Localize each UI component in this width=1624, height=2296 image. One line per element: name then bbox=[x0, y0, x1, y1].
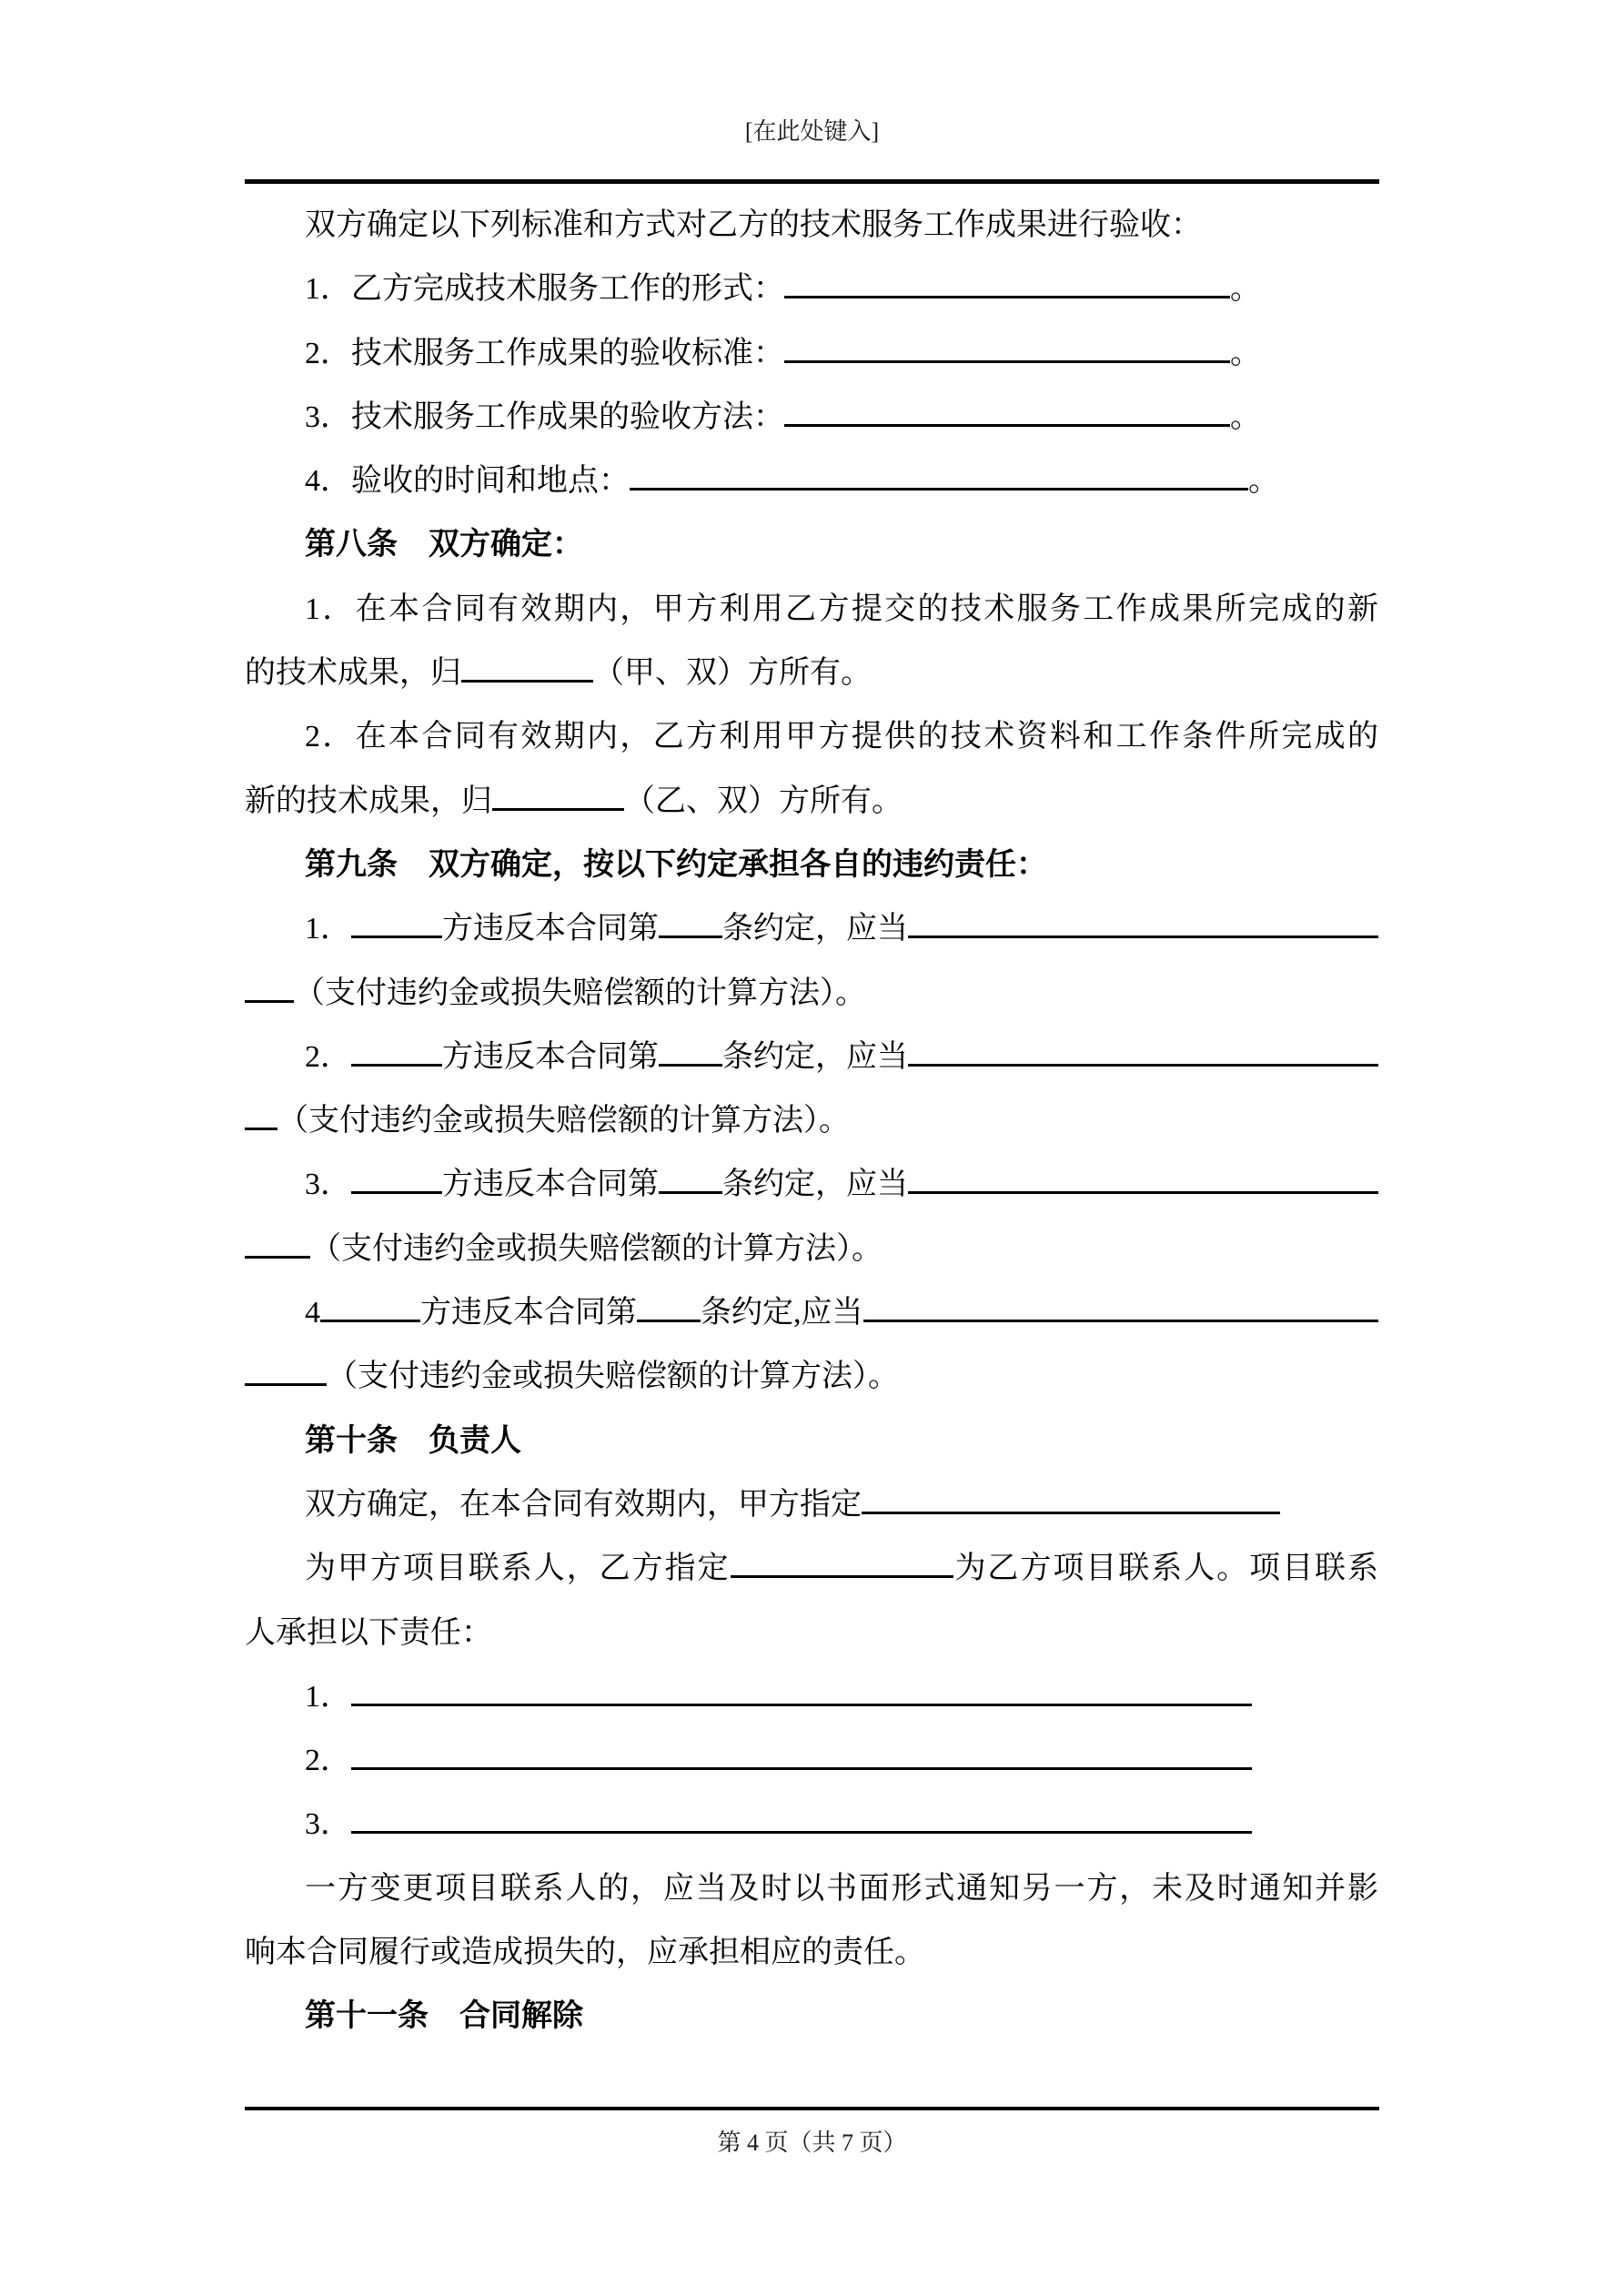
text-segment: 方违反本合同第 bbox=[442, 1168, 659, 1202]
fill-in-blank[interactable] bbox=[320, 1318, 420, 1322]
text-segment: 为乙方项目联系人。项目联系 bbox=[953, 1552, 1378, 1586]
text-segment: 为甲方项目联系人，乙方指定 bbox=[305, 1552, 731, 1586]
text-line bbox=[245, 258, 1378, 321]
text-segment: （乙、双）方所有。 bbox=[624, 784, 903, 818]
fill-in-blank[interactable] bbox=[351, 1702, 1252, 1706]
page-footer bbox=[0, 2129, 1624, 2157]
text-line bbox=[245, 322, 1378, 386]
text-line bbox=[245, 1857, 1378, 1921]
text-segment: 的技术成果，归 bbox=[245, 656, 461, 691]
text-line bbox=[245, 1026, 1378, 1089]
text-line bbox=[245, 1537, 1378, 1601]
text-line bbox=[245, 1602, 1378, 1665]
text-segment: 4 bbox=[305, 1296, 320, 1330]
fill-in-blank[interactable] bbox=[731, 1573, 953, 1578]
text-line bbox=[245, 513, 1378, 577]
fill-in-blank[interactable] bbox=[784, 359, 1230, 363]
text-segment: 第十一条 合同解除 bbox=[305, 1999, 583, 2034]
text-segment: 条约定，应当 bbox=[722, 912, 908, 946]
fill-in-blank[interactable] bbox=[245, 1126, 277, 1130]
fill-in-blank[interactable] bbox=[245, 1381, 327, 1386]
text-segment: 新的技术成果，归 bbox=[245, 784, 492, 818]
text-segment: 4．验收的时间和地点： bbox=[305, 464, 630, 499]
text-line bbox=[245, 642, 1378, 705]
text-segment: （甲、双）方所有。 bbox=[593, 656, 872, 691]
fill-in-blank[interactable] bbox=[351, 1765, 1252, 1770]
text-line bbox=[245, 897, 1378, 961]
text-segment: 3．技术服务工作成果的验收方法： bbox=[305, 400, 784, 434]
text-segment: 方违反本合同第 bbox=[442, 912, 659, 946]
text-segment: 3． bbox=[305, 1807, 351, 1842]
fill-in-blank[interactable] bbox=[637, 1318, 701, 1322]
text-line bbox=[245, 1410, 1378, 1473]
text-line bbox=[245, 1793, 1378, 1856]
text-segment: 2．技术服务工作成果的验收标准： bbox=[305, 336, 784, 370]
text-line bbox=[245, 1345, 1378, 1409]
text-line bbox=[245, 1473, 1378, 1537]
text-segment: （支付违约金或损失赔偿额的计算方法）。 bbox=[327, 1360, 899, 1394]
document-body bbox=[245, 194, 1378, 2049]
fill-in-blank[interactable] bbox=[659, 934, 722, 938]
fill-in-blank[interactable] bbox=[351, 934, 442, 938]
header-text: [在此处键入] bbox=[744, 118, 880, 145]
fill-in-blank[interactable] bbox=[351, 1829, 1252, 1834]
page-number: 第 4 页（共 7 页） bbox=[717, 2129, 907, 2156]
text-segment: 。 bbox=[1230, 272, 1261, 307]
text-segment: 双方确定以下列标准和方式对乙方的技术服务工作成果进行验收： bbox=[305, 208, 1202, 242]
header-rule bbox=[245, 179, 1379, 184]
text-segment: 一方变更项目联系人的，应当及时以书面形式通知另一方，未及时通知并影 bbox=[305, 1871, 1378, 1906]
text-segment: 条约定，应当 bbox=[722, 1039, 908, 1074]
text-segment: 1．在本合同有效期内，甲方利用乙方提交的技术服务工作成果所完成的新 bbox=[305, 592, 1378, 626]
text-line bbox=[245, 450, 1378, 513]
text-segment: （支付违约金或损失赔偿额的计算方法）。 bbox=[277, 1104, 850, 1138]
text-segment: 2． bbox=[305, 1039, 351, 1074]
text-segment: 。 bbox=[1248, 464, 1279, 499]
footer-rule bbox=[245, 2107, 1379, 2110]
fill-in-blank[interactable] bbox=[245, 998, 294, 1003]
text-segment: 第八条 双方确定： bbox=[305, 528, 583, 562]
text-segment: 方违反本合同第 bbox=[442, 1039, 659, 1074]
text-line bbox=[245, 1665, 1378, 1729]
text-segment: 。 bbox=[1230, 336, 1261, 370]
text-line bbox=[245, 770, 1378, 834]
fill-in-blank[interactable] bbox=[659, 1189, 722, 1194]
text-segment: 条约定,应当 bbox=[701, 1296, 863, 1330]
text-segment: 人承担以下责任： bbox=[245, 1615, 492, 1650]
text-segment: 双方确定，在本合同有效期内，甲方指定 bbox=[305, 1487, 862, 1522]
text-line bbox=[245, 578, 1378, 642]
fill-in-blank[interactable] bbox=[630, 486, 1248, 491]
text-line bbox=[245, 834, 1378, 897]
fill-in-blank[interactable] bbox=[492, 806, 624, 811]
text-line bbox=[245, 1921, 1378, 1985]
text-segment: （支付违约金或损失赔偿额的计算方法）。 bbox=[310, 1231, 883, 1266]
fill-in-blank[interactable] bbox=[245, 1254, 310, 1259]
text-segment: （支付违约金或损失赔偿额的计算方法）。 bbox=[294, 976, 866, 1010]
text-segment: 1． bbox=[305, 1679, 351, 1714]
text-line bbox=[245, 1153, 1378, 1217]
fill-in-blank[interactable] bbox=[908, 934, 1378, 938]
fill-in-blank[interactable] bbox=[863, 1318, 1379, 1322]
text-line bbox=[245, 1089, 1378, 1153]
fill-in-blank[interactable] bbox=[784, 422, 1230, 427]
fill-in-blank[interactable] bbox=[461, 678, 593, 683]
text-segment: 第十条 负责人 bbox=[305, 1423, 521, 1458]
text-segment: 条约定，应当 bbox=[722, 1168, 908, 1202]
fill-in-blank[interactable] bbox=[659, 1062, 722, 1067]
text-segment: 2． bbox=[305, 1744, 351, 1778]
text-segment: 第九条 双方确定，按以下约定承担各自的违约责任： bbox=[305, 847, 1047, 882]
fill-in-blank[interactable] bbox=[784, 294, 1230, 298]
text-segment: 响本合同履行或造成损失的，应承担相应的责任。 bbox=[245, 1936, 925, 1970]
fill-in-blank[interactable] bbox=[908, 1062, 1378, 1067]
text-line bbox=[245, 1985, 1378, 2048]
text-line bbox=[245, 194, 1378, 258]
text-line bbox=[245, 1218, 1378, 1281]
text-line bbox=[245, 1281, 1378, 1345]
fill-in-blank[interactable] bbox=[862, 1510, 1280, 1514]
text-segment: 2．在本合同有效期内，乙方利用甲方提供的技术资料和工作条件所完成的 bbox=[305, 720, 1378, 754]
text-line bbox=[245, 386, 1378, 450]
text-line bbox=[245, 962, 1378, 1026]
text-line bbox=[245, 1729, 1378, 1793]
page-header bbox=[0, 119, 1624, 145]
text-line bbox=[245, 705, 1378, 769]
fill-in-blank[interactable] bbox=[351, 1062, 442, 1067]
text-segment: 方违反本合同第 bbox=[420, 1296, 637, 1330]
fill-in-blank[interactable] bbox=[908, 1189, 1378, 1194]
text-segment: 1．乙方完成技术服务工作的形式： bbox=[305, 272, 784, 307]
text-segment: 。 bbox=[1230, 400, 1261, 434]
text-segment: 3． bbox=[305, 1168, 351, 1202]
text-segment: 1． bbox=[305, 912, 351, 946]
fill-in-blank[interactable] bbox=[351, 1189, 442, 1194]
